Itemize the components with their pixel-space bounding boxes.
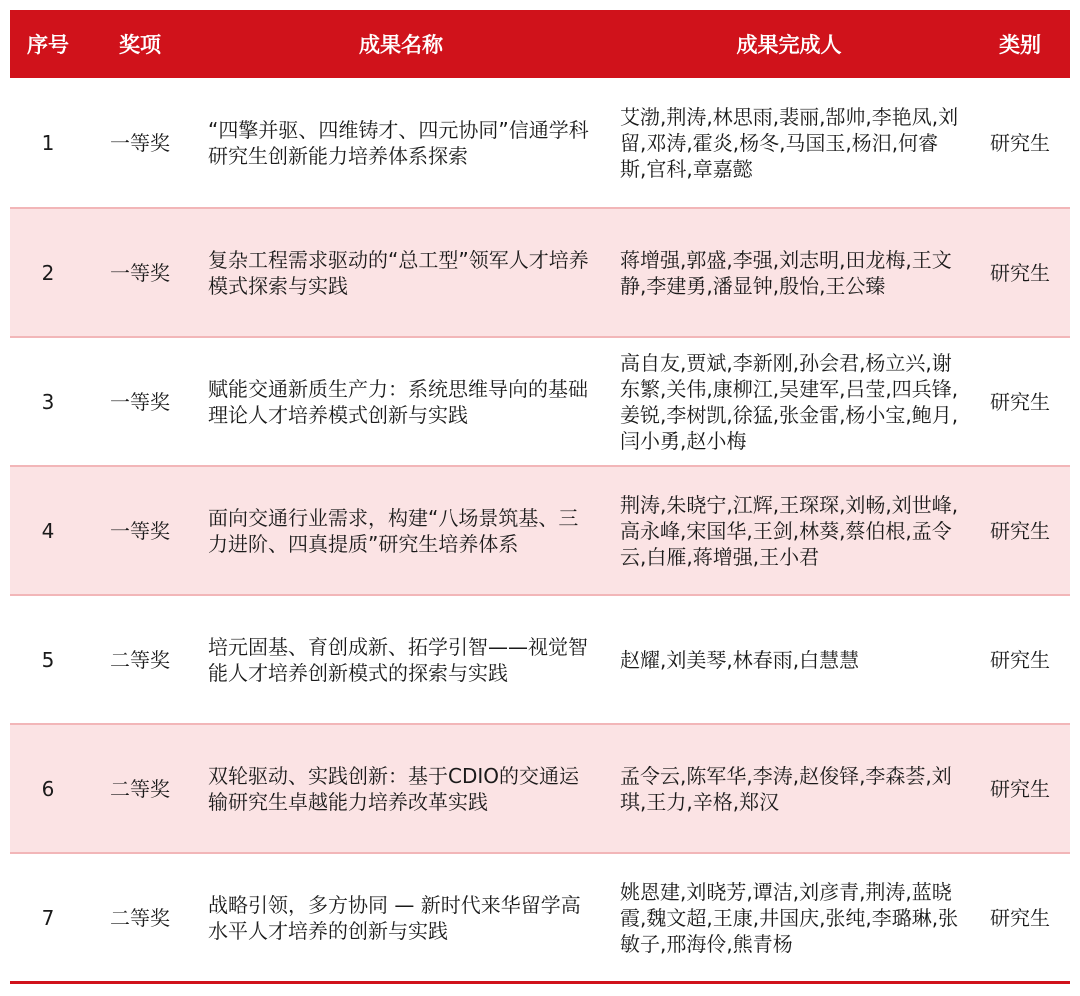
row-index: 2 [41, 260, 55, 285]
table-row [10, 336, 1070, 465]
row-category: 研究生 [990, 130, 1050, 155]
row-people: 艾渤,荆涛,林思雨,裴丽,郜帅,李艳凤,刘留,邓涛,霍炎,杨冬,马国玉,杨汨,何睿斯,官科,章嘉懿 [620, 104, 959, 181]
row-index: 5 [41, 647, 55, 672]
row-people: 蒋增强,郭盛,李强,刘志明,田龙梅,王文静,李建勇,潘显钟,殷怡,王公臻 [620, 247, 952, 298]
row-people: 姚恩建,刘晓芳,谭洁,刘彦青,荆涛,蓝晓霞,魏文超,王康,井国庆,张纯,李璐琳,张敏子,邢海伶,熊青杨 [620, 879, 959, 956]
row-award: 一等奖 [110, 260, 170, 285]
row-people: 荆涛,朱晓宁,江辉,王琛琛,刘畅,刘世峰,高永峰,宋国华,王剑,林葵,蔡伯根,孟令云,白雁,蒋增强,王小君 [620, 492, 959, 569]
awards-table [10, 10, 1070, 984]
row-category: 研究生 [990, 389, 1050, 414]
row-people: 孟令云,陈军华,李涛,赵俊铎,李森荟,刘琪,王力,辛格,郑汉 [620, 763, 952, 814]
row-category: 研究生 [990, 518, 1050, 543]
row-title: “四擎并驱、四维铸才、四元协同”信通学科研究生创新能力培养体系探索 [208, 117, 589, 168]
table-row [10, 852, 1070, 981]
table-header [10, 10, 1070, 78]
row-title: 双轮驱动、实践创新：基于CDIO的交通运输研究生卓越能力培养改革实践 [208, 763, 580, 814]
row-award: 二等奖 [110, 647, 170, 672]
header-people: 成果完成人 [736, 33, 842, 57]
header-index: 序号 [27, 33, 69, 57]
row-award: 一等奖 [110, 518, 170, 543]
header-title: 成果名称 [359, 33, 443, 57]
row-title: 战略引领，多方协同 — 新时代来华留学高水平人才培养的创新与实践 [208, 892, 581, 943]
table-row [10, 723, 1070, 852]
header-award: 奖项 [119, 33, 161, 57]
row-index: 6 [41, 776, 55, 801]
header-category: 类别 [999, 33, 1041, 57]
row-award: 一等奖 [110, 389, 170, 414]
row-category: 研究生 [990, 647, 1050, 672]
row-award: 二等奖 [110, 776, 170, 801]
row-title: 面向交通行业需求，构建“八场景筑基、三力进阶、四真提质”研究生培养体系 [208, 505, 579, 556]
row-title: 赋能交通新质生产力：系统思维导向的基础理论人才培养模式创新与实践 [208, 376, 588, 427]
table-row [10, 594, 1070, 723]
table-row [10, 465, 1070, 594]
row-title: 培元固基、育创成新、拓学引智——视觉智能人才培养创新模式的探索与实践 [208, 634, 588, 685]
row-index: 1 [41, 130, 55, 155]
row-award: 一等奖 [110, 130, 170, 155]
table-row [10, 78, 1070, 207]
row-index: 7 [41, 905, 55, 930]
table-row [10, 207, 1070, 336]
row-category: 研究生 [990, 776, 1050, 801]
row-category: 研究生 [990, 260, 1050, 285]
row-category: 研究生 [990, 905, 1050, 930]
row-people: 高自友,贾斌,李新刚,孙会君,杨立兴,谢东繁,关伟,康柳江,吴建军,吕莹,四兵锋,姜锐,李树凯,徐猛,张金雷,杨小宝,鲍月,闫小勇,赵小梅 [620, 350, 959, 453]
row-index: 4 [41, 518, 55, 543]
row-index: 3 [41, 389, 55, 414]
row-title: 复杂工程需求驱动的“总工型”领军人才培养模式探索与实践 [208, 247, 589, 298]
row-people: 赵耀,刘美琴,林春雨,白慧慧 [620, 647, 860, 672]
row-award: 二等奖 [110, 905, 170, 930]
